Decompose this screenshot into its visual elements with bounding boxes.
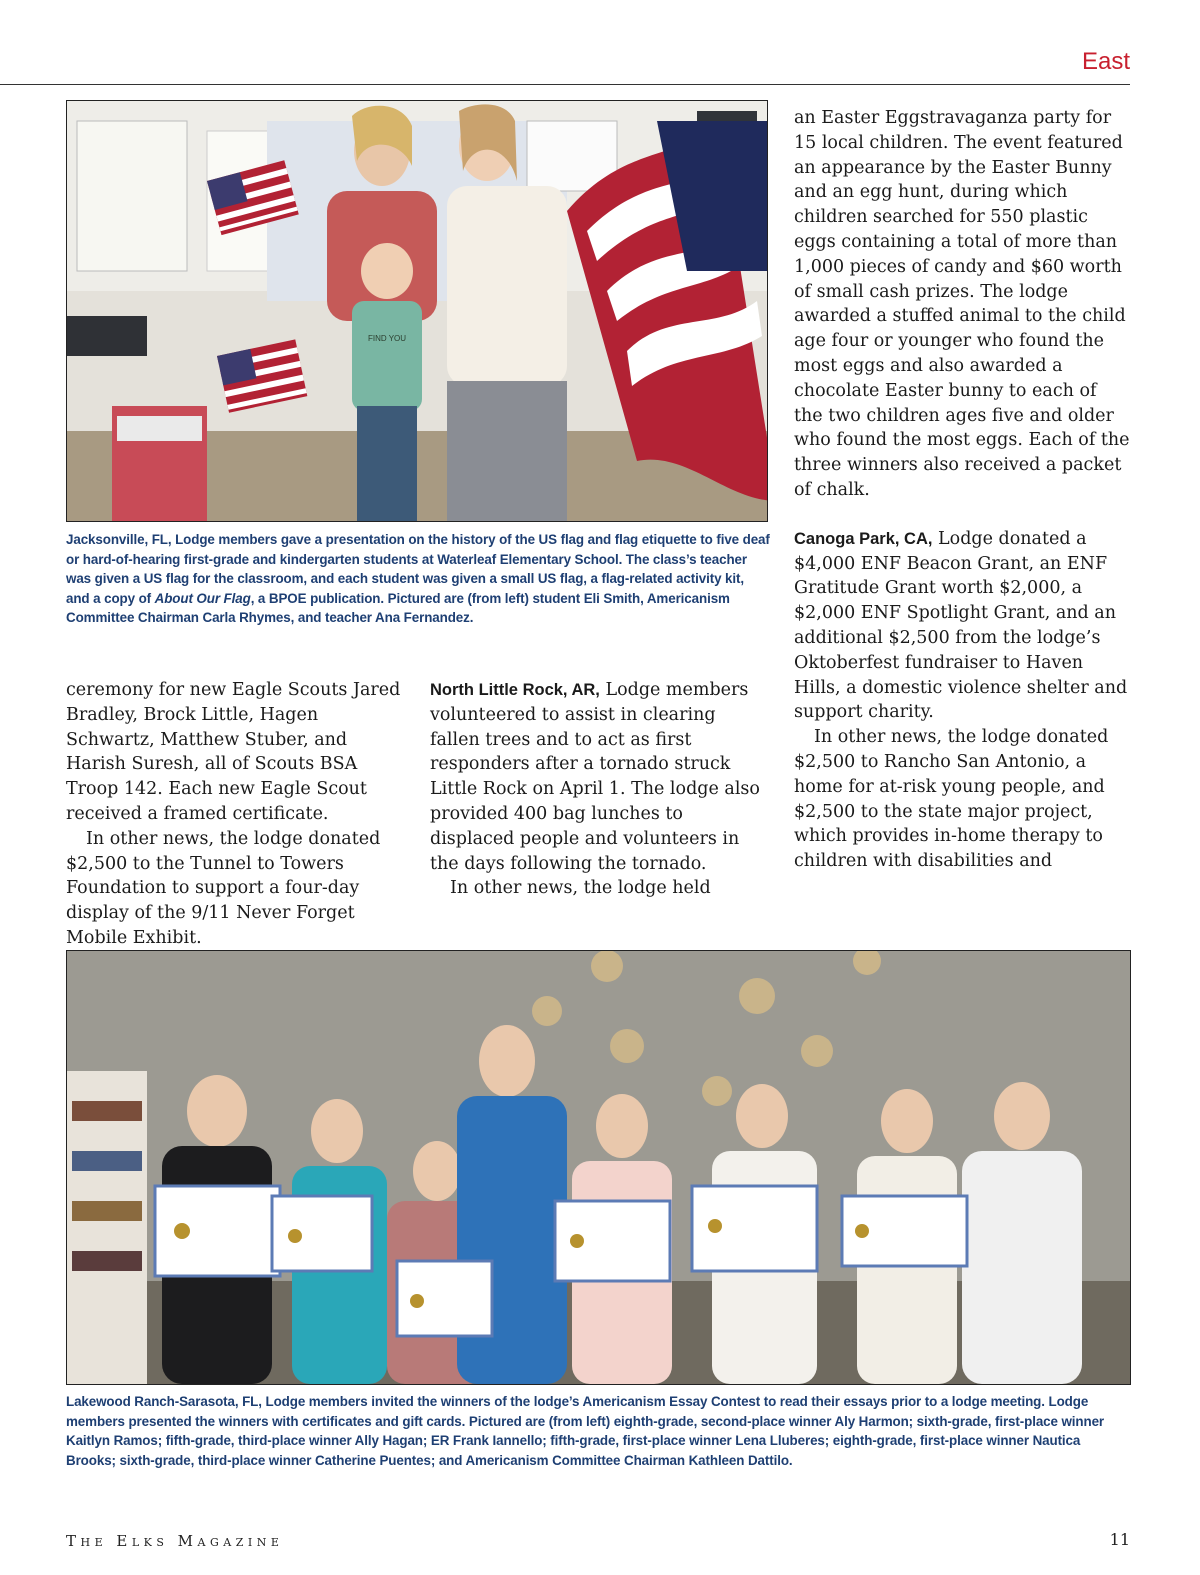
right-column-upper <box>794 106 1130 874</box>
group-photo-icon <box>67 951 1130 1384</box>
page-number: 11 <box>1109 1530 1130 1549</box>
north-little-rock-heading: North Little Rock, AR, <box>430 681 600 699</box>
magazine-title: The Elks Magazine <box>66 1532 284 1550</box>
caption-text-end: , a BPOE publication. Pictured are (from left) student Eli Smith, Americanism Committee Chairman Carla Rhymes, and teacher Ana Fernandez. <box>66 590 730 625</box>
canoga-park-paragraph <box>794 527 1130 725</box>
left-column <box>66 678 406 951</box>
eggstravaganza-paragraph: an Easter Eggstravaganza party for 15 local children. The event featured an appearance by the Easter Bunny and an egg hunt, during which children searched for 550 plastic eggs containing a total of more than 1,000 pieces of candy and $60 worth of small cash prizes. The lodge awarded a stuffed animal to the child age four or younger who found the most eggs and also awarded a chocolate Easter bunny to each of the two children ages five and older who found the most eggs. Each of the three winners also received a packet of chalk. <box>794 108 1130 500</box>
canoga-park-heading: Canoga Park, CA, <box>794 529 933 548</box>
bottom-photo-caption <box>66 1392 1130 1470</box>
top-photo <box>66 100 768 522</box>
middle-other-news: In other news, the lodge held <box>450 878 711 899</box>
top-photo-caption <box>66 530 771 628</box>
canoga-park-text: Lodge donated a $4,000 ENF Beacon Grant, an ENF Gratitude Grant worth $2,000, a $2,000 ENF Spotlight Grant, and an additional $2,500 from the lodge’s Oktoberfest fundraiser to Haven Hills, a domestic violence shelter and support charity. <box>794 528 1128 723</box>
caption-text: Lodge members gave a presentation on the history of the US flag and flag etiquette to five deaf or hard-of-hearing first-grade and kindergarten students at Waterleaf Elementary School. The class’s teacher was given a US flag for the classroom, and each student was given a small US flag, a flag-related activity kit, and a copy of <box>66 532 770 606</box>
caption-text: Lodge members invited the winners of the lodge’s Americanism Essay Contest to read their essays prior to a lodge meeting. Lodge members presented the winners with certificates and gift cards. Pictured are (from left) eighth-grade, second-place winner Aly Harmon; sixth-grade, first-place winner Kaitlyn Ramos; fifth-grade, third-place winner Ally Hagan; ER Frank Iannello; fifth-grade, first-place winner Lena Lluberes; eighth-grade, first-place winner Nautica Brooks; sixth-grade, third-place winner Catherine Puentes; and Americanism Committee Chairman Kathleen Dattilo. <box>66 1394 1105 1468</box>
north-little-rock-text: Lodge members volunteered to assist in clearing fallen trees and to act as first responders after a tornado struck Little Rock on April 1. The lodge also provided 400 bag lunches to displaced people and volunteers in the days following the tornado. <box>430 680 760 874</box>
svg-text:FIND YOU: FIND YOU <box>367 334 407 343</box>
caption-italic-title: About Our Flag <box>154 590 251 606</box>
classroom-photo-icon <box>67 101 767 521</box>
eagle-scouts-paragraph: ceremony for new Eagle Scouts Jared Bradley, Brock Little, Hagen Schwartz, Matthew Stuber, and Harish Suresh, all of Scouts BSA Troop 142. Each new Eagle Scout received a framed certificate. <box>66 680 401 824</box>
section-label: East <box>1081 48 1130 75</box>
north-little-rock-paragraph <box>430 678 760 876</box>
header-rule <box>0 84 1130 85</box>
middle-column <box>430 678 760 901</box>
caption-place: Lakewood Ranch-Sarasota, FL, <box>66 1394 262 1409</box>
tunnel-towers-paragraph: In other news, the lodge donated $2,500 to the Tunnel to Towers Foundation to support a four-day display of the 9/11 Never Forget Mobile Exhibit. <box>66 828 381 948</box>
bottom-photo <box>66 950 1131 1385</box>
canoga-other-news: In other news, the lodge donated $2,500 to Rancho San Antonio, a home for at-risk young people, and $2,500 to the state major project, which provides in-home therapy to children with disabilities and <box>794 727 1109 872</box>
caption-place: Jacksonville, FL, <box>66 532 172 547</box>
